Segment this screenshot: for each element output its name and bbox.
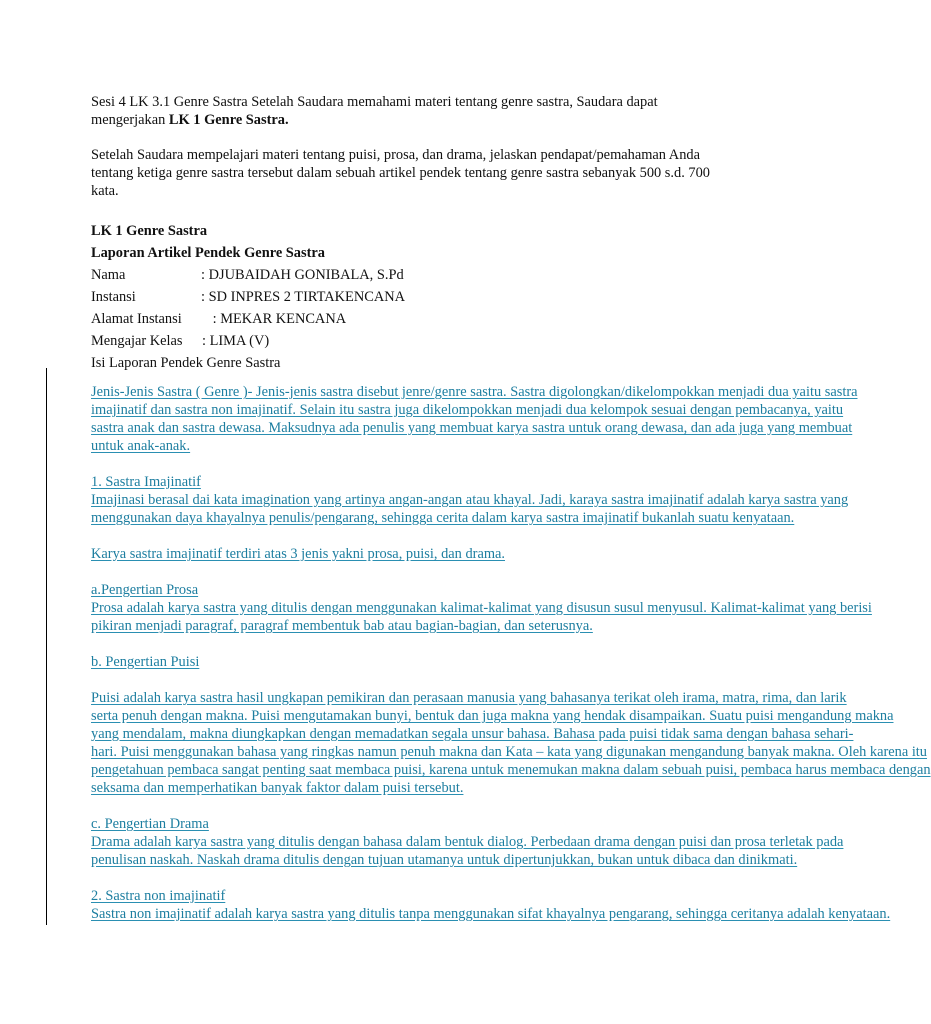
article-line: Sastra non imajinatif adalah karya sastra yang ditulis tanpa menggunakan sifat khayalnya pengarang, sehingga ceritanya adalah kenyataan. [91, 906, 891, 922]
article-body [91, 383, 931, 923]
article-line: menggunakan daya khayalnya penulis/pengarang, sehingga cerita dalam karya sastra imajinatif bukanlah suatu kenyataan. [91, 510, 795, 526]
article-line: imajinatif dan sastra non imajinatif. Selain itu sastra juga dikelompokkan menjadi dua kelompok sesuai dengan pembacanya, yaitu [91, 402, 844, 418]
article-line: Jenis-Jenis Sastra ( Genre )- Jenis-jenis sastra disebut jenre/genre sastra. Sastra digolongkan/dikelompokkan menjadi dua yaitu sastra [91, 384, 858, 400]
session-bold-title: LK 1 Genre Sastra. [168, 112, 289, 128]
report-subtitle: Laporan Artikel Pendek Genre Sastra [91, 245, 325, 261]
article-line: hari. Puisi menggunakan bahasa yang ringkas namun penuh makna dan Kata – kata yang digunakan mengandung banyak makna. Oleh karena itu [91, 744, 928, 760]
field-nama [91, 264, 731, 286]
instructions [91, 93, 731, 217]
field-mengajar-kelas [91, 330, 731, 352]
section-heading: c. Pengertian Drama [91, 816, 209, 832]
article-line: untuk anak-anak. [91, 438, 191, 454]
field-instansi [91, 286, 731, 308]
change-bar [46, 368, 47, 925]
field-label: Instansi [91, 289, 136, 305]
worksheet-title: LK 1 Genre Sastra [91, 223, 208, 239]
section-heading: b. Pengertian Puisi [91, 654, 200, 670]
section-heading: a.Pengertian Prosa [91, 582, 199, 598]
field-value: : DJUBAIDAH GONIBALA, S.Pd [201, 267, 404, 283]
field-value: : MEKAR KENCANA [209, 311, 347, 327]
article-line: sastra anak dan sastra dewasa. Maksudnya ada penulis yang membuat karya sastra untuk orang dewasa, dan ada juga yang membuat [91, 420, 853, 436]
article-line: serta penuh dengan makna. Puisi mengutamakan bunyi, bentuk dan juga makna yang hendak disampaikan. Suatu puisi mengandung makna [91, 708, 894, 724]
field-label: Nama [91, 267, 126, 283]
article-line: Karya sastra imajinatif terdiri atas 3 jenis yakni prosa, puisi, dan drama. [91, 546, 506, 562]
field-value: : SD INPRES 2 TIRTAKENCANA [201, 289, 405, 305]
content-heading: Isi Laporan Pendek Genre Sastra [91, 355, 281, 371]
section-heading: 2. Sastra non imajinatif [91, 888, 226, 904]
session-text: Sesi 4 LK 3.1 Genre Sastra Setelah Saudara memahami materi tentang genre sastra, Saudara dapat mengerjakan [91, 94, 658, 128]
field-label: Alamat Instansi [91, 311, 182, 327]
article-line: pengetahuan pembaca sangat penting saat membaca puisi, karena untuk menemukan makna dalam sebuah puisi, pembaca harus membaca dengan [91, 762, 931, 778]
article-line: yang mendalam, makna diungkapkan dengan memadatkan segala unsur bahasa. Bahasa pada puisi tidak sama dengan bahasa sehari- [91, 726, 854, 742]
field-value: : LIMA (V) [202, 333, 270, 349]
article-line: seksama dan memperhatikan banyak faktor dalam puisi tersebut. [91, 780, 464, 796]
article-line: Drama adalah karya sastra yang ditulis dengan bahasa dalam bentuk dialog. Perbedaan drama dengan puisi dan prosa terletak pada [91, 834, 844, 850]
section-heading: 1. Sastra Imajinatif [91, 474, 201, 490]
field-label: Mengajar Kelas [91, 333, 183, 349]
article-line: Imajinasi berasal dai kata imagination yang artinya angan-angan atau khayal. Jadi, karaya sastra imajinatif adalah karya sastra yang [91, 492, 849, 508]
article-line: pikiran menjadi paragraf, paragraf membentuk bab atau bagian-bagian, dan seterusnya. [91, 618, 593, 634]
article-line: Puisi adalah karya sastra hasil ungkapan pemikiran dan perasaan manusia yang bahasanya terikat oleh irama, matra, rima, dan larik [91, 690, 847, 706]
session-paragraph [91, 93, 731, 129]
task-paragraph: Setelah Saudara mempelajari materi tentang puisi, prosa, dan drama, jelaskan pendapat/pemahaman Anda tentang ketiga genre sastra tersebut dalam sebuah artikel pendek tentang genre sastra sebanyak 500 s.d. 700 kata. [91, 147, 710, 199]
field-alamat-instansi [91, 308, 731, 330]
article-line: penulisan naskah. Naskah drama ditulis dengan tujuan utamanya untuk dipertunjukkan, bukan untuk dibaca dan dinikmati. [91, 852, 798, 868]
article-line: Prosa adalah karya sastra yang ditulis dengan menggunakan kalimat-kalimat yang disusun susul menyusul. Kalimat-kalimat yang berisi [91, 600, 872, 616]
worksheet-header [91, 220, 731, 374]
